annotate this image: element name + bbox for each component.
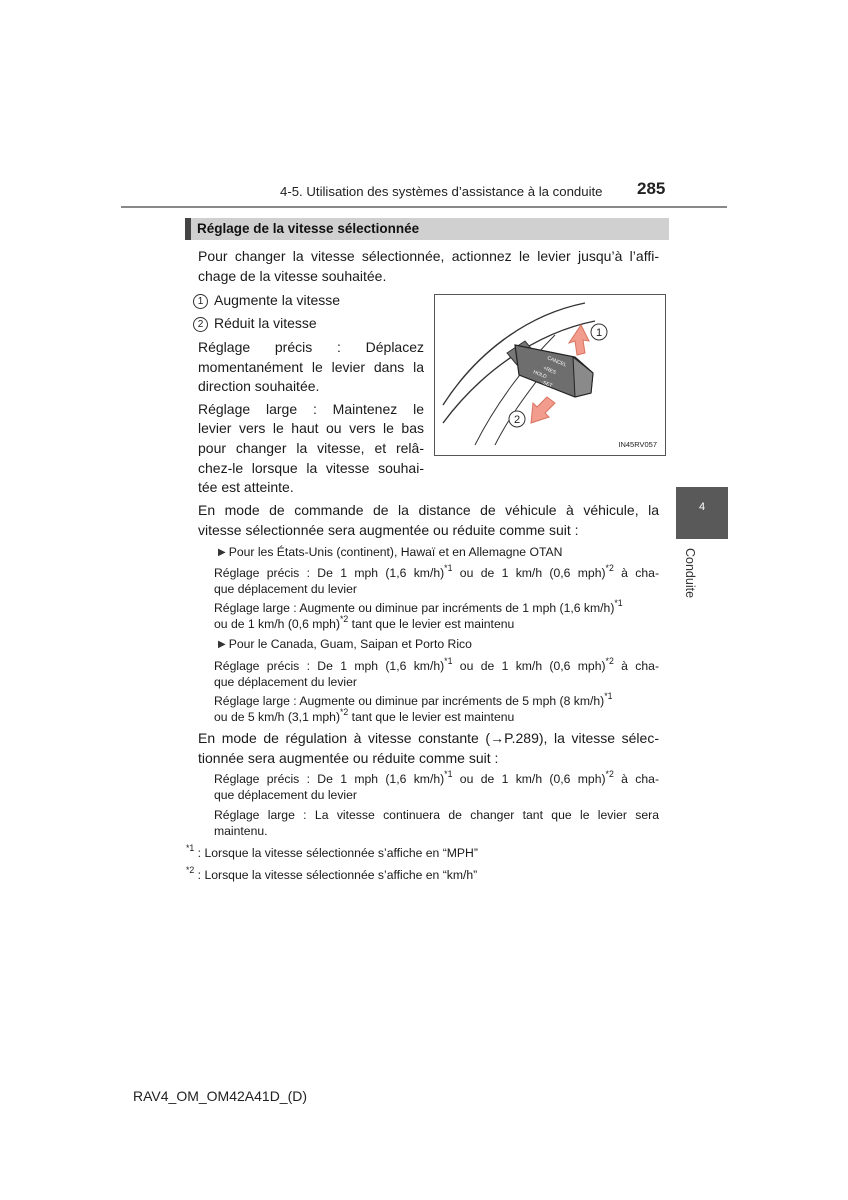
constant-fine-line-1: Réglage précis : De 1 mph (1,6 km/h)$^{*1}$ ou de 1 km/h (0,6 mph)$^{*2}$ à cha- [214,769,659,786]
constant-mode-line-2: tionnée sera augmentée ou réduite comme suit : [198,750,499,766]
distance-mode-line-2: vitesse sélectionnée sera augmentée ou réduite comme suit : [198,522,579,538]
document-code: RAV4_OM_OM42A41D_(D) [133,1088,308,1104]
chapter-tab[interactable] [676,487,728,539]
triangle-bullet-icon: ▶ [218,639,226,650]
figure-code: IN45RV057 [618,440,657,449]
lever-illustration [434,294,666,456]
coarse-adjust-line-1: Réglage large : Maintenez le [198,401,424,417]
fine-adjust-line-1: Réglage précis : Déplacez [198,339,424,355]
fine-adjust-line-2: momentanément le levier dans la [198,359,424,375]
fine-adjust-line-3: direction souhaitée. [198,378,320,394]
constant-fine-line-2: que déplacement du levier [214,788,357,802]
footnote-1: $^{*1}$ : Lorsque la vitesse sélectionnée s’affiche en “MPH” [186,843,478,860]
step-1 [193,290,340,310]
arrow-up-icon [569,325,589,355]
region1-fine-line-2: que déplacement du levier [214,582,357,596]
region2-coarse-line-2: ou de 5 km/h (3,1 mph)$^{*2}$ tant que le levier est maintenu [214,707,515,724]
step-label-2: Réduit la vitesse [214,315,317,331]
region1-coarse-line-1: Réglage large : Augmente ou diminue par incréments de 1 mph (1,6 km/h)$^{*1}$ [214,598,623,615]
coarse-adjust-line-5: tée est atteinte. [198,479,294,495]
section-title: Réglage de la vitesse sélectionnée [197,221,420,236]
constant-mode-line-1: En mode de régulation à vitesse constante (→P.289), la vitesse sélec- [198,730,659,746]
region2-fine-line-2: que déplacement du levier [214,675,357,689]
step-number-2: 2 [193,317,208,332]
lever-label-res: +RES [542,365,557,376]
callout-2: 2 [513,414,521,426]
region2-fine-line-1: Réglage précis : De 1 mph (1,6 km/h)$^{*1}$ ou de 1 km/h (0,6 mph)$^{*2}$ à cha- [214,656,659,673]
lever-label-hold: HOLD [532,369,548,381]
triangle-bullet-icon: ▶ [218,547,226,558]
step-number-1: 1 [193,294,208,309]
constant-coarse-line-2: maintenu. [214,824,268,838]
header-rule [121,206,727,208]
cruise-lever-drawing [435,295,665,455]
footnote-2: $^{*2}$ : Lorsque la vitesse sélectionnée s’affiche en “km/h” [186,865,478,882]
constant-coarse-line-1: Réglage large : La vitesse continuera de changer tant que le levier sera [214,808,659,822]
region1-heading: ▶ Pour les États-Unis (continent), Hawaï et en Allemagne OTAN [218,545,563,559]
running-header: 4-5. Utilisation des systèmes d’assistance à la conduite [280,184,603,199]
page-reference-arrow: → [490,730,505,746]
chapter-label: Conduite [683,548,697,599]
coarse-adjust-line-4: chez-le lorsque la vitesse souhai- [198,460,424,476]
lever-label-cancel: CANCEL [546,355,568,369]
coarse-adjust-line-3: pour changer la vitesse, et relâ- [198,440,424,456]
intro-line-2: chage de la vitesse souhaitée. [198,268,387,284]
page-number: 285 [637,179,666,198]
region2-heading: ▶ Pour le Canada, Guam, Saipan et Porto Rico [218,637,472,651]
callout-1: 1 [595,327,603,339]
step-2 [193,313,317,333]
region1-fine-line-1: Réglage précis : De 1 mph (1,6 km/h)$^{*1}$ ou de 1 km/h (0,6 mph)$^{*2}$ à cha- [214,563,659,580]
section-title-bar [185,218,669,240]
region2-coarse-line-1: Réglage large : Augmente ou diminue par incréments de 5 mph (8 km/h)$^{*1}$ [214,691,613,708]
title-accent [185,218,191,240]
distance-mode-line-1: En mode de commande de la distance de véhicule à véhicule, la [198,502,659,518]
lever-label-set: -SET [540,379,554,390]
intro-line-1: Pour changer la vitesse sélectionnée, actionnez le levier jusqu’à l’affi- [198,248,659,264]
step-label-1: Augmente la vitesse [214,292,341,308]
arrow-down-icon [531,397,555,423]
region1-coarse-line-2: ou de 1 km/h (0,6 mph)$^{*2}$ tant que le levier est maintenu [214,614,515,631]
coarse-adjust-line-2: levier vers le haut ou vers le bas [198,420,424,436]
chapter-number: 4 [698,501,706,513]
